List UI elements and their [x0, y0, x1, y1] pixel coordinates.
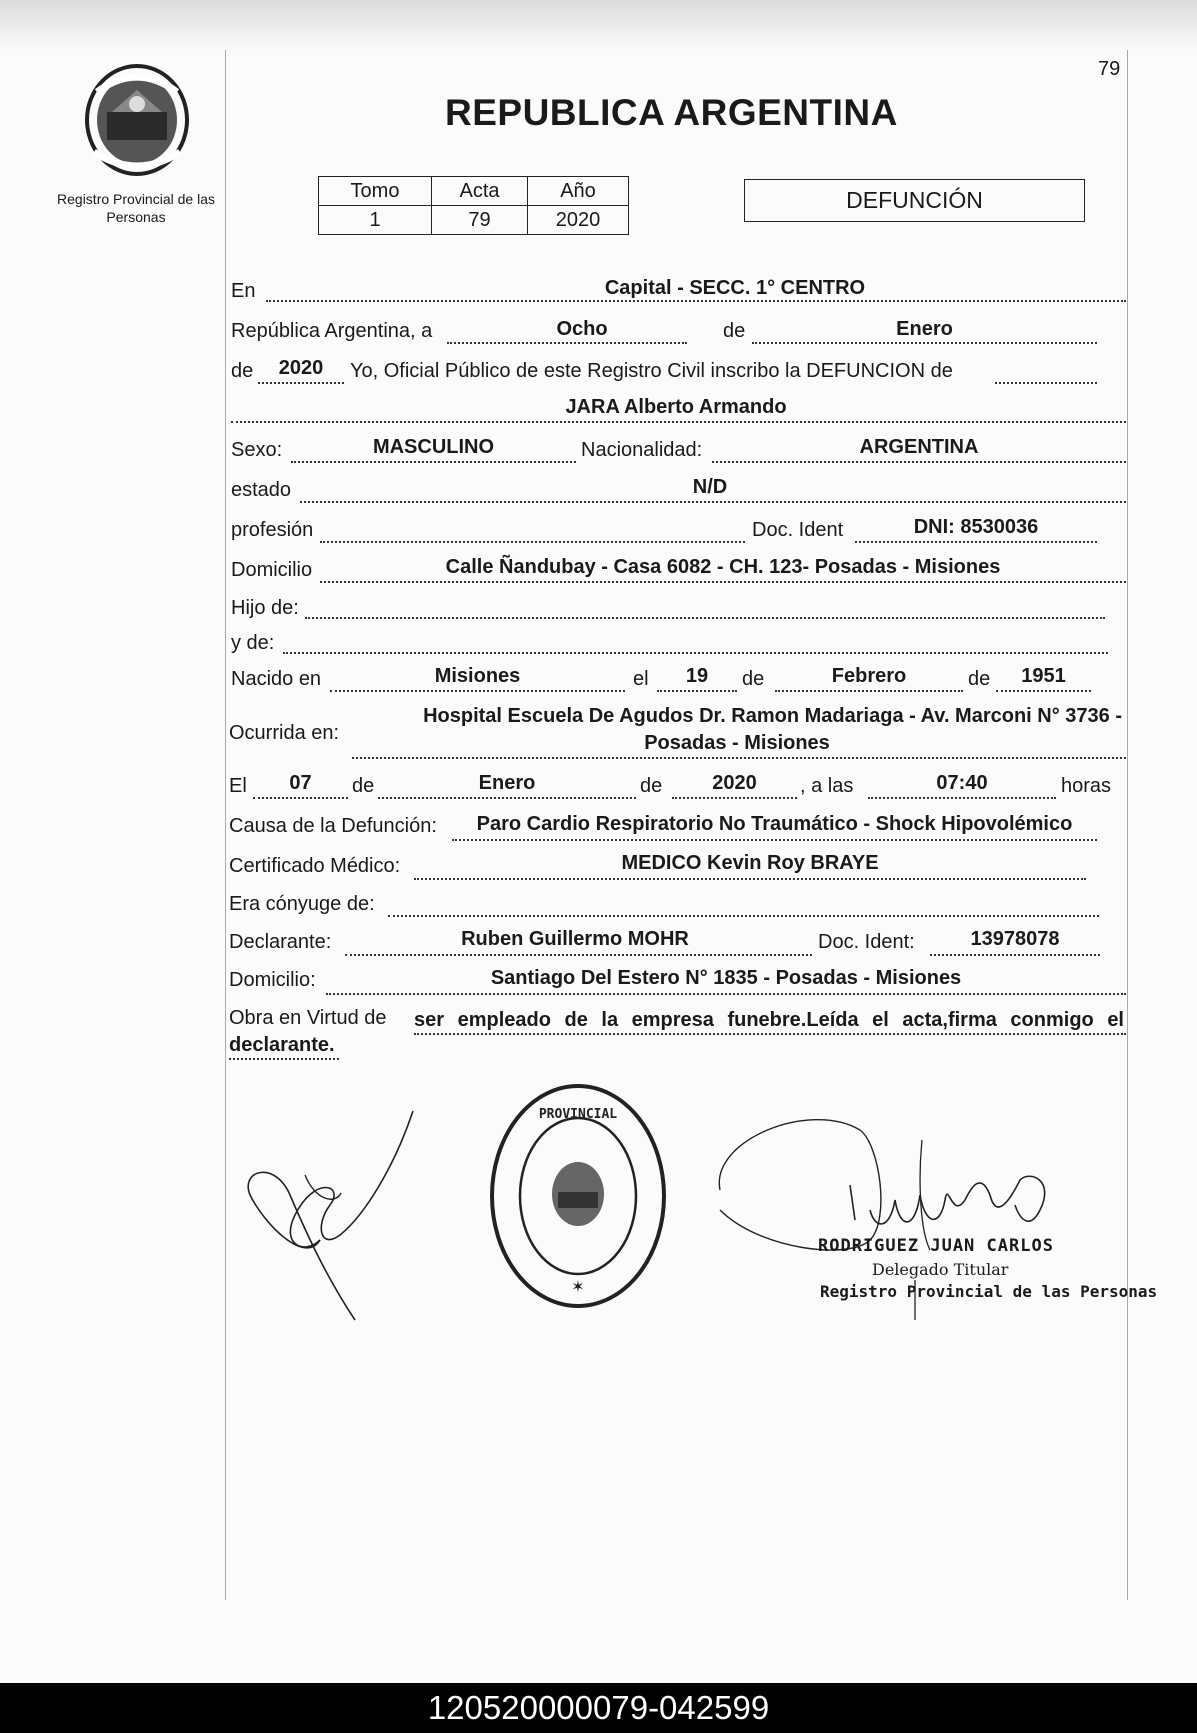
address-label: Domicilio — [231, 559, 313, 581]
dotted-line — [231, 421, 1126, 423]
year-value: 2020 — [278, 357, 324, 379]
address-value: Calle Ñandubay - Casa 6082 - CH. 123- Posadas - Misiones — [445, 556, 1001, 578]
death-day-value: 07 — [289, 772, 312, 794]
civil-status-value: N/D — [692, 476, 728, 498]
dotted-line — [320, 581, 1126, 583]
dotted-line — [996, 690, 1091, 692]
at-label: , a las — [800, 775, 854, 797]
month-value: Enero — [896, 318, 953, 340]
table-value-acta: 79 — [432, 206, 528, 235]
dotted-line — [300, 501, 1126, 503]
dotted-line — [414, 878, 1086, 880]
deceased-name: JARA Alberto Armando — [565, 396, 787, 418]
dotted-line — [305, 617, 1105, 619]
dotted-line — [672, 797, 797, 799]
table-value-tomo: 1 — [319, 206, 432, 235]
dotted-line — [345, 954, 812, 956]
cause-value: Paro Cardio Respiratorio No Traumático - Shock Hipovolémico — [476, 813, 1073, 835]
svg-text:✶: ✶ — [571, 1279, 585, 1296]
doc-ident-label: Doc. Ident — [752, 519, 844, 541]
el-label: el — [633, 668, 649, 690]
de-label: de — [640, 775, 663, 797]
provincial-seal-icon — [82, 62, 192, 178]
republica-label: República Argentina, a — [231, 320, 433, 342]
dotted-line — [378, 797, 636, 799]
declarant-address-label: Domicilio: — [229, 969, 316, 991]
document-id-bar: 120520000079-042599 — [0, 1683, 1197, 1733]
page-top-shadow — [0, 0, 1197, 52]
left-margin-line — [225, 50, 226, 1600]
day-value: Ocho — [556, 318, 608, 340]
virtue-label: Obra en Virtud de — [229, 1007, 387, 1029]
nationality-label: Nacionalidad: — [581, 439, 703, 461]
dotted-line — [266, 300, 1126, 302]
virtue-value-line2: declarante. — [229, 1034, 335, 1056]
de-label: de — [723, 320, 746, 342]
declarant-doc-value: 13978078 — [970, 928, 1060, 950]
official-org: Registro Provincial de las Personas — [820, 1282, 1158, 1301]
virtue-value-line1: ser empleado de la empresa funebre.Leída el acta,firma conmigo el — [414, 1009, 1124, 1031]
dotted-line — [388, 915, 1099, 917]
place-value: Capital - SECC. 1° CENTRO — [604, 277, 866, 299]
occurred-in-label: Ocurrida en: — [229, 722, 340, 744]
dotted-line — [253, 797, 348, 799]
dotted-line — [775, 690, 963, 692]
record-table — [318, 176, 629, 235]
occurred-place-line1: Hospital Escuela De Agudos Dr. Ramon Madariaga - Av. Marconi N° 3736 - — [423, 705, 1122, 727]
civil-status-label: estado — [231, 479, 292, 501]
birth-month-value: Febrero — [831, 665, 907, 687]
dotted-line — [283, 652, 1108, 654]
birth-place-value: Misiones — [434, 665, 521, 687]
dotted-line — [712, 461, 1126, 463]
dotted-line — [258, 382, 344, 384]
doc-ident-value: DNI: 8530036 — [913, 516, 1039, 538]
birth-year-value: 1951 — [1021, 665, 1066, 687]
declarant-value: Ruben Guillermo MOHR — [461, 928, 689, 950]
death-year-value: 2020 — [712, 772, 757, 794]
document-title: REPUBLICA ARGENTINA — [445, 92, 898, 133]
dotted-line — [930, 954, 1100, 956]
table-value-anio: 2020 — [528, 206, 629, 235]
profession-label: profesión — [231, 519, 314, 541]
birth-day-value: 19 — [685, 665, 709, 687]
right-margin-line — [1127, 50, 1128, 1600]
official-name: RODRIGUEZ JUAN CARLOS — [818, 1236, 1054, 1256]
dotted-line — [452, 839, 1097, 841]
sex-value: MASCULINO — [372, 436, 495, 458]
cause-label: Causa de la Defunción: — [229, 815, 437, 837]
declaration-text: Yo, Oficial Público de este Registro Civil inscribo la DEFUNCION de — [350, 360, 953, 382]
dotted-line — [995, 382, 1097, 384]
registry-name: Registro Provincial de las Personas — [57, 191, 215, 225]
born-in-label: Nacido en — [231, 668, 322, 690]
death-month-value: Enero — [478, 772, 536, 794]
certificate-label: Certificado Médico: — [229, 855, 401, 877]
hours-label: horas — [1061, 775, 1112, 797]
dotted-line — [352, 757, 1126, 759]
svg-text:PROVINCIAL: PROVINCIAL — [538, 1107, 618, 1122]
table-header-anio: Año — [528, 177, 629, 206]
doc-ident-label: Doc. Ident: — [818, 931, 915, 953]
record-type-box: DEFUNCIÓN — [744, 179, 1085, 222]
nationality-value: ARGENTINA — [859, 436, 979, 458]
dotted-line — [447, 342, 687, 344]
official-stamp-icon — [488, 1082, 668, 1310]
dotted-line — [229, 1058, 339, 1060]
en-label: En — [231, 280, 256, 302]
dotted-line — [868, 797, 1056, 799]
and-of-label: y de: — [231, 632, 275, 654]
de-label: de — [231, 360, 254, 382]
spouse-label: Era cónyuge de: — [229, 893, 375, 915]
dotted-line — [414, 1033, 1126, 1035]
table-header-acta: Acta — [432, 177, 528, 206]
table-header-tomo: Tomo — [319, 177, 432, 206]
declarant-address-value: Santiago Del Estero N° 1835 - Posadas - Misiones — [490, 967, 962, 989]
page-number: 79 — [1098, 58, 1121, 80]
occurred-place-line2: Posadas - Misiones — [644, 732, 830, 754]
death-time-value: 07:40 — [936, 772, 988, 794]
sex-label: Sexo: — [231, 439, 283, 461]
el-label: El — [229, 775, 247, 797]
de-label: de — [352, 775, 375, 797]
certificate-value: MEDICO Kevin Roy BRAYE — [621, 852, 879, 874]
de-label: de — [968, 668, 991, 690]
dotted-line — [657, 690, 737, 692]
official-role: Delegado Titular — [872, 1260, 1009, 1279]
dotted-line — [326, 993, 1126, 995]
dotted-line — [320, 541, 745, 543]
declarant-label: Declarante: — [229, 931, 332, 953]
dotted-line — [330, 690, 625, 692]
declarant-signature-icon — [245, 1105, 425, 1325]
dotted-line — [752, 342, 1097, 344]
dotted-line — [855, 541, 1097, 543]
de-label: de — [742, 668, 765, 690]
dotted-line — [291, 461, 576, 463]
child-of-label: Hijo de: — [231, 597, 299, 619]
